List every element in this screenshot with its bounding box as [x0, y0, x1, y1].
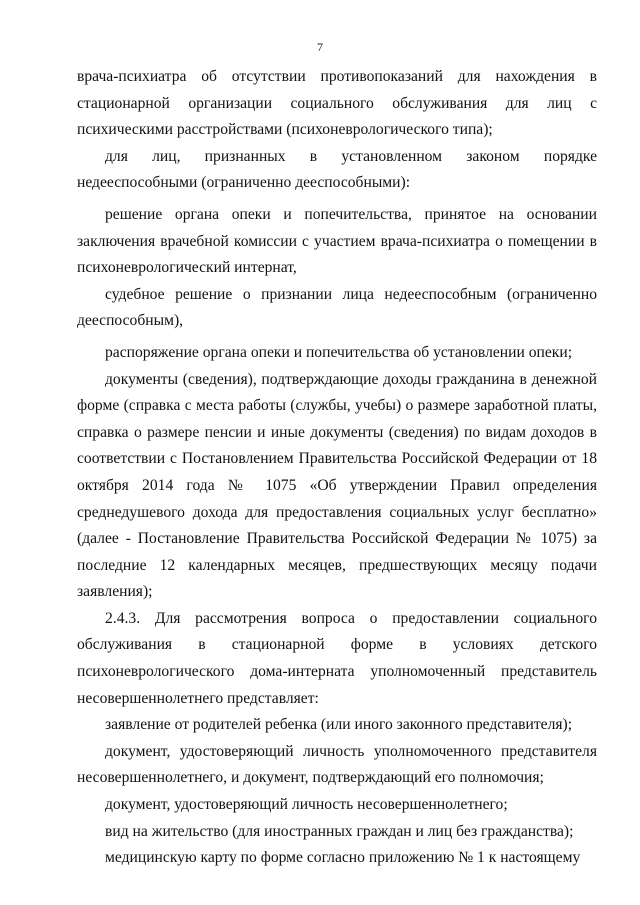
document-body — [77, 64, 597, 872]
paragraph-guardianship-decision: решение органа опеки и попечительства, принятое на основании заключения врачебной комиссии с участием врача-психиатра о помещении в психоневрологический интернат, — [77, 205, 597, 277]
paragraph-guardianship-order: распоряжение органа опеки и попечительства об установлении опеки; — [105, 343, 573, 361]
paragraph-psychiatrist-conclusion: врача-психиатра об отсутствии противопоказаний для нахождения в стационарной организации социального обслуживания для лиц с психическими расстройствами (психоневрологического типа); — [77, 68, 597, 139]
paragraph-medical-card: медицинскую карту по форме согласно приложению № 1 к настоящему — [105, 849, 581, 867]
paragraph-court-decision: судебное решение о признании лица недееспособным (ограниченно дееспособным), — [77, 285, 597, 330]
paragraph-minor-id: документ, удостоверяющий личность несовершеннолетнего; — [105, 796, 508, 814]
paragraph-income-documents: документы (сведения), подтверждающие доходы гражданина в денежной форме (справка с места работы (службы, учебы) о размере заработной платы, справка о размере пенсии и иные документы (сведения) по видам доходов в соответствии с Постановлением Правительства Российской Федерации от 18 октября 2014 года № 1075 «Об утверждении Правил определения среднедушевого дохода для предоставления социальных услуг бесплатно» (далее - Постановление Правительства Российской Федерации № 1075) за последние 12 календарных месяцев, предшествующих месяцу подачи заявления); — [77, 370, 597, 601]
paragraph-parent-application: заявление от родителей ребенка (или иного законного представителя); — [105, 716, 573, 734]
paragraph-residence-permit: вид на жительство (для иностранных граждан и лиц без гражданства); — [105, 822, 574, 840]
page-number: 7 — [317, 40, 323, 54]
paragraph-incapacitated-persons: для лиц, признанных в установленном законом порядке недееспособными (ограниченно дееспособными): — [77, 147, 597, 192]
paragraph-section-2-4-3: 2.4.3. Для рассмотрения вопроса о предоставлении социального обслуживания в стационарной форме в условиях детского психоневрологического дома-интерната уполномоченный представитель несовершеннолетнего представляет: — [77, 609, 597, 707]
paragraph-representative-id: документ, удостоверяющий личность уполномоченного представителя несовершеннолетнего, и документ, подтверждающий его полномочия; — [77, 742, 597, 787]
